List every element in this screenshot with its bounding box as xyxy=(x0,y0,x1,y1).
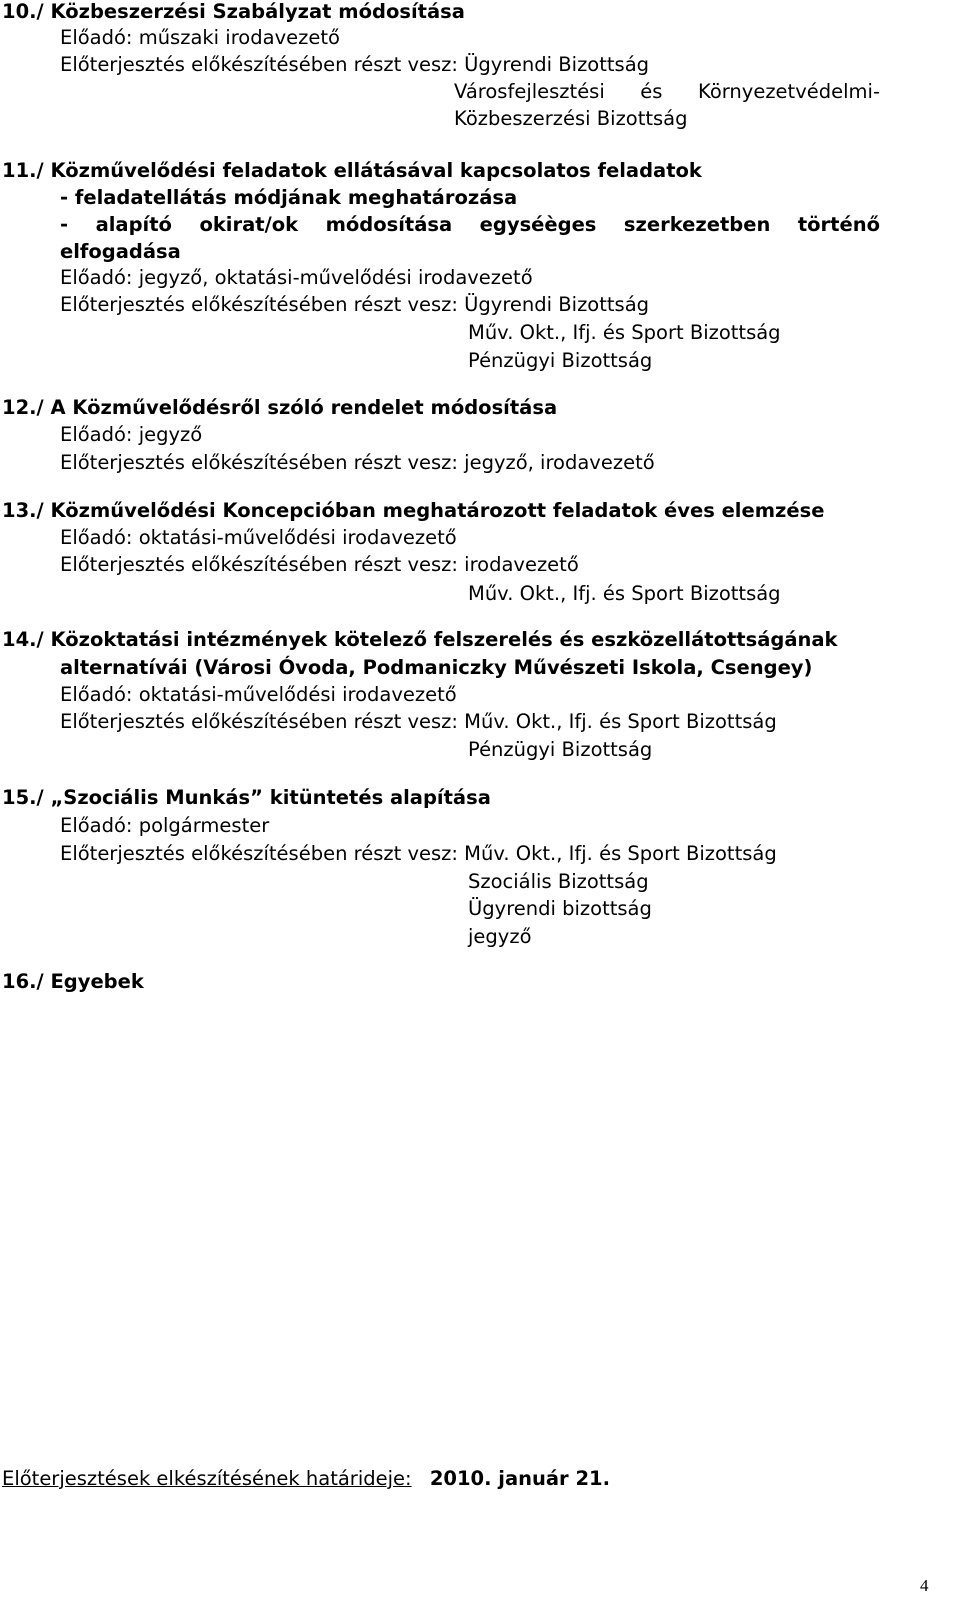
item-10-prep: Előterjesztés előkészítésében részt vesz: Ügyrendi Bizottság xyxy=(60,53,650,76)
item-15-presenter: Előadó: polgármester xyxy=(60,814,270,837)
item-11-prep: Előterjesztés előkészítésében részt vesz: Ügyrendi Bizottság xyxy=(60,293,650,316)
item-15-committee-2: Ügyrendi bizottság xyxy=(468,897,652,920)
item-10-committee-line-2: Közbeszerzési Bizottság xyxy=(454,107,688,130)
item-14-committee-1: Pénzügyi Bizottság xyxy=(468,738,653,761)
item-13-committee-1: Műv. Okt., Ifj. és Sport Bizottság xyxy=(468,582,781,605)
item-15-committee-1: Szociális Bizottság xyxy=(468,870,649,893)
item-10-committee-word-1: Városfejlesztési xyxy=(454,80,605,103)
item-11-sub-2: - alapító okirat/ok módosítása egyséèges szerkezetben történő xyxy=(60,213,880,236)
item-16-title: 16./ Egyebek xyxy=(2,970,144,993)
item-10-title: 10./ Közbeszerzési Szabályzat módosítása xyxy=(2,0,465,23)
deadline-label: Előterjesztések elkészítésének határideje: xyxy=(2,1467,412,1490)
item-15-title: 15./ „Szociális Munkás” kitüntetés alapítása xyxy=(2,786,491,809)
item-13-prep: Előterjesztés előkészítésében részt vesz: irodavezető xyxy=(60,553,579,576)
item-15-committee-3: jegyző xyxy=(468,925,532,948)
item-13-presenter: Előadó: oktatási-művelődési irodavezető xyxy=(60,526,457,549)
item-10-prep-more-row xyxy=(454,78,880,106)
item-10-committee-word-2: és xyxy=(640,80,663,103)
item-10-committee-word-3: Környezetvédelmi- xyxy=(698,80,880,103)
item-14-title: 14./ Közoktatási intézmények kötelező felszerelés és eszközellátottságának xyxy=(2,628,838,651)
item-12-prep: Előterjesztés előkészítésében részt vesz: jegyző, irodavezető xyxy=(60,451,655,474)
item-11-title: 11./ Közművelődési feladatok ellátásával kapcsolatos feladatok xyxy=(2,159,702,182)
item-13-title: 13./ Közművelődési Koncepcióban meghatározott feladatok éves elemzése xyxy=(2,499,825,522)
item-11-sub-1: - feladatellátás módjának meghatározása xyxy=(60,186,518,209)
deadline-line xyxy=(2,1465,610,1493)
item-14-title-cont: alternatívái (Városi Óvoda, Podmaniczky Művészeti Iskola, Csengey) xyxy=(60,656,813,679)
item-11-committee-1: Műv. Okt., Ifj. és Sport Bizottság xyxy=(468,321,781,344)
item-12-title: 12./ A Közművelődésről szóló rendelet módosítása xyxy=(2,396,558,419)
deadline-value: 2010. január 21. xyxy=(429,1467,610,1490)
item-15-prep: Előterjesztés előkészítésében részt vesz: Műv. Okt., Ifj. és Sport Bizottság xyxy=(60,842,777,865)
item-10-presenter: Előadó: műszaki irodavezető xyxy=(60,26,340,49)
item-12-presenter: Előadó: jegyző xyxy=(60,423,203,446)
item-14-presenter: Előadó: oktatási-művelődési irodavezető xyxy=(60,683,457,706)
item-14-prep: Előterjesztés előkészítésében részt vesz: Műv. Okt., Ifj. és Sport Bizottság xyxy=(60,710,777,733)
page-number: 4 xyxy=(920,1576,929,1595)
item-11-committee-2: Pénzügyi Bizottság xyxy=(468,349,653,372)
item-11-sub-2-cont: elfogadása xyxy=(60,240,181,263)
item-11-presenter: Előadó: jegyző, oktatási-művelődési irodavezető xyxy=(60,266,533,289)
